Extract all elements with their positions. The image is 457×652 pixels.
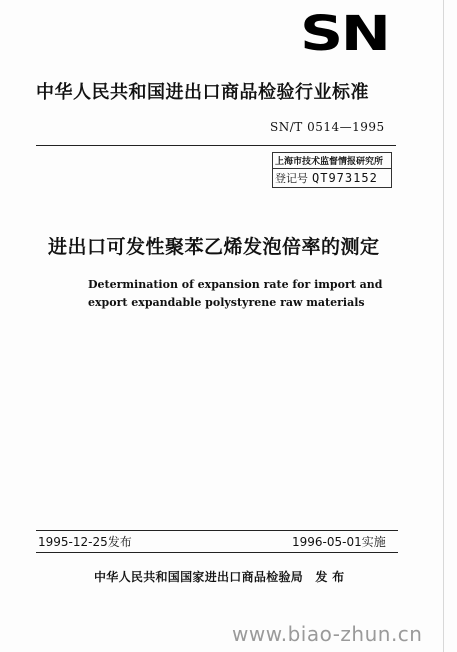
stamp-registration-row: [275, 170, 378, 186]
stamp-registration-label: 登记号: [275, 172, 308, 185]
registration-stamp: [272, 152, 392, 188]
standard-code: SN/T 0514—1995: [270, 120, 385, 134]
english-title-line-2: export expandable polystyrene raw materials: [88, 296, 365, 309]
footer-rule-bottom: [36, 552, 398, 553]
issue-date: 1995-12-25发布: [38, 535, 132, 549]
implementation-date: 1996-05-01实施: [292, 535, 386, 549]
footer-rule-top: [36, 530, 398, 531]
english-title-line-1: Determination of expansion rate for import and: [88, 278, 383, 291]
sn-logo: SN: [300, 6, 389, 62]
stamp-divider: [273, 168, 391, 169]
page-edge: [443, 0, 444, 652]
stamp-institute: 上海市技术监督情报研究所: [275, 157, 384, 167]
document-title-chinese: 进出口可发性聚苯乙烯发泡倍率的测定: [48, 236, 380, 258]
document-title-english: [88, 276, 408, 312]
standard-category-title: 中华人民共和国进出口商品检验行业标准: [36, 82, 369, 103]
header-rule: [36, 145, 396, 146]
issuing-authority: 中华人民共和国国家进出口商品检验局 发 布: [94, 570, 345, 584]
stamp-registration-number: QT973152: [312, 171, 378, 185]
site-watermark: www.biao-zhun.cn: [232, 622, 423, 646]
